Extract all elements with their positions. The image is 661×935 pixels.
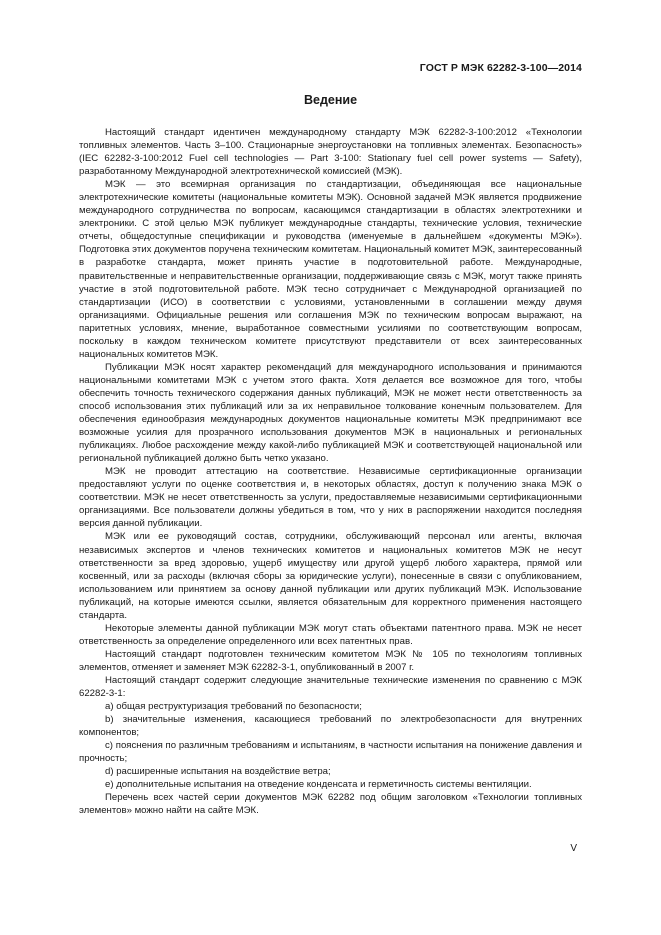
paragraph: Настоящий стандарт содержит следующие значительные технические изменения по сравнению с МЭК 62282-3-1: <box>79 674 582 700</box>
paragraph: МЭК — это всемирная организация по стандартизации, объединяющая все национальные электротехнические комитеты (национальные комитеты МЭК). Основной задачей МЭК является продвижение международного сотрудничества по вопросам, касающимся стандартизации в областях электротехники и электроники. С этой целью МЭК публикует международные стандарты, технические условия, технические отчеты, общедоступные спецификации и руководства (именуемые в дальнейшем «документы МЭК»). Подготовка этих документов поручена техническим комитетам. Национальный комитет МЭК, заинтересованный в разработке стандарта, может принять участие в подготовительной работе. Международные, правительственные и неправительственные организации, поддерживающие связь с МЭК, могут также принять участие в этой подготовительной работе. МЭК тесно сотрудничает с Международной организацией по стандартизации (ИСО) в соответствии с условиями, установленными в соглашении между двумя организациями. Официальные решения или соглашения МЭК по техническим вопросам выражают, на паритетных условиях, мнение, выработанное совместными усилиями по соответствующим вопросам, поскольку в каждом техническом комитете присутствуют представители от всех заинтересованных национальных комитетов МЭК. <box>79 179 582 360</box>
paragraph: Перечень всех частей серии документов МЭК 62282 под общим заголовком «Технологии топливных элементов» можно найти на сайте МЭК. <box>79 792 582 817</box>
page-number: V <box>570 843 577 854</box>
paragraph: МЭК не проводит аттестацию на соответствие. Независимые сертификационные организации предоставляют услуги по оценке соответствия и, в некоторых областях, доступ к получению знака МЭК о соответствии. МЭК не несет ответственность за услуги, предоставляемые независимыми сертификационными организациями. Все пользователи должны убедиться в том, что у них в распоряжении находится последняя версия данной публикации. <box>79 466 582 530</box>
paragraph: МЭК или ее руководящий состав, сотрудники, обслуживающий персонал или агенты, включая независимых экспертов и членов технических комитетов и национальных комитетов МЭК не несут ответственности за вред здоровью, ущерб имуществу или другой ущерб любого характера, прямой или косвенный, или за расходы (включая сборы за юридические услуги), понесенные в связи с опубликованием, использованием или принятием за основу данной публикации или других публикаций МЭК. Использование публикаций, на которые имеются ссылки, является обязательным для корректного применения настоящего стандарта. <box>79 531 582 621</box>
list-item: c) пояснения по различным требованиям и испытаниям, в частности испытания на понижение давления и прочность; <box>79 740 582 765</box>
paragraph: Некоторые элементы данной публикации МЭК могут стать объектами патентного права. МЭК не несет ответственность за определение определенного или всех патентных прав. <box>79 622 582 647</box>
paragraph: Настоящий стандарт подготовлен техническим комитетом МЭК № 105 по технологиям топливных элементов, отменяет и заменяет МЭК 62282-3-1, опубликованный в 2007 г. <box>79 648 582 673</box>
list-item: d) расширенные испытания на воздействие ветра; <box>105 766 331 778</box>
section-title: Ведение <box>303 93 358 107</box>
list-item: a) общая реструктуризация требований по безопасности; <box>105 701 362 713</box>
paragraph: Настоящий стандарт идентичен международному стандарту МЭК 62282-3-100:2012 «Технологии топливных элементов. Часть 3–100. Стационарные энергоустановки на топливных элементах. Безопасность» (IEC 62282-3-100:2012 Fuel cell technologies — Part 3-100: Stationary fuel cell power systems — Safety), разработанному Международной электротехнической комиссией (МЭК). <box>79 127 582 178</box>
list-item: b) значительные изменения, касающиеся требований по электробезопасности для внутренних компонентов; <box>79 714 582 739</box>
document-code-header: ГОСТ Р МЭК 62282-3-100—2014 <box>419 62 582 74</box>
list-item: e) дополнительные испытания на отведение конденсата и герметичность системы вентиляции. <box>105 779 532 791</box>
paragraph: Публикации МЭК носят характер рекомендаций для международного использования и принимаются национальными комитетами МЭК с учетом этого факта. Хотя делается все возможное для того, чтобы обеспечить точность технического содержания данных публикаций, МЭК не может нести ответственность за способ использования этих публикаций или за их неправильное толкование конечным пользователем. Для обеспечения единообразия международных документов национальные комитеты МЭК предпринимают все возможные усилия для прозрачного использования документов МЭК в национальных и региональных публикациях. Любое расхождение между какой-либо публикацией МЭК и соответствующей национальной или региональной публикацией должно быть четко указано. <box>79 361 582 465</box>
body-text <box>79 126 582 817</box>
